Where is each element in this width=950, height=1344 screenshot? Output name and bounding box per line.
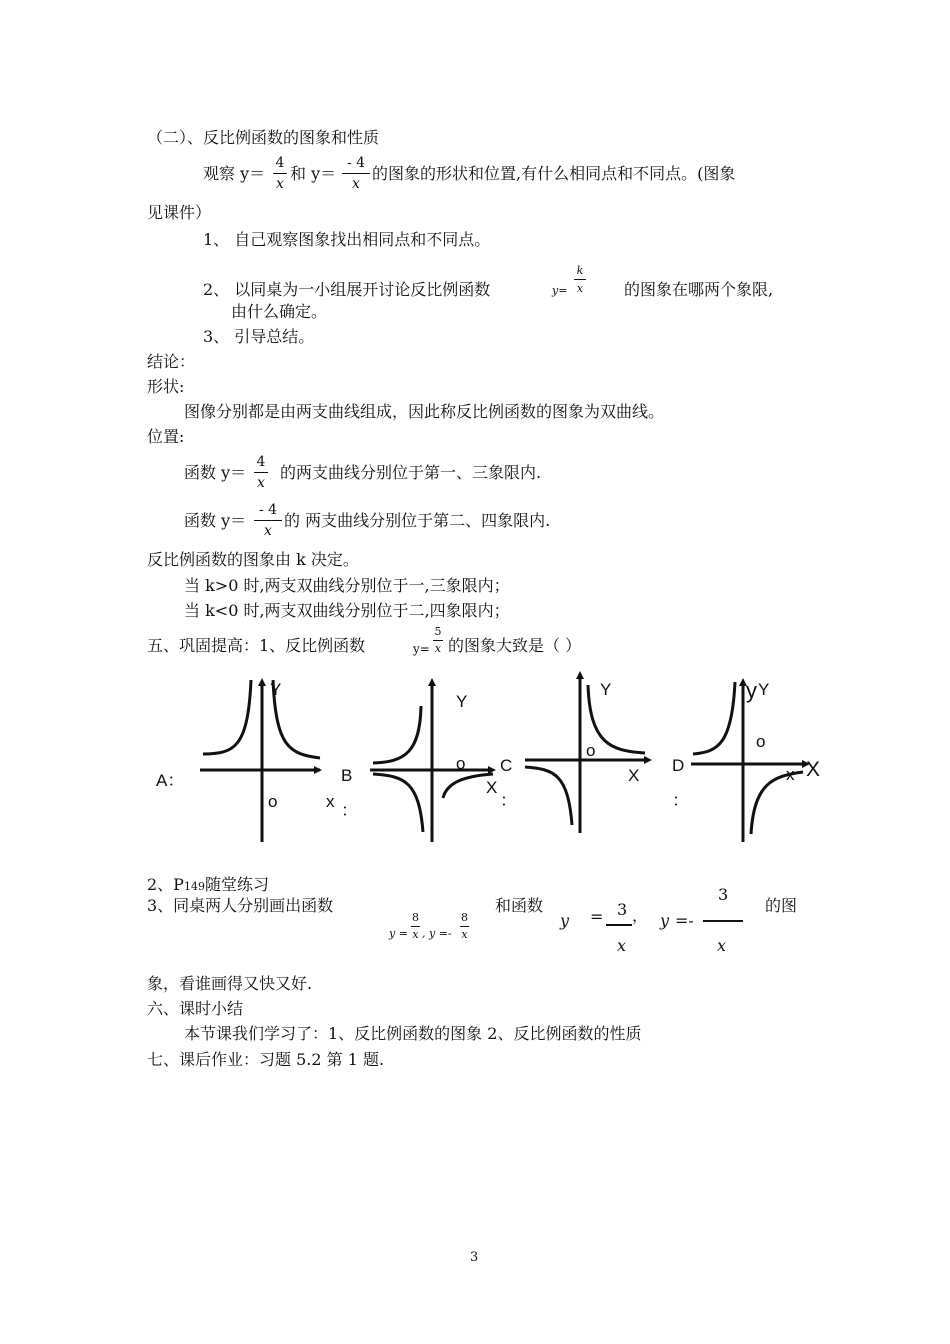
y-axis-arrow: [258, 678, 266, 686]
q3-three-2: 3: [718, 885, 729, 904]
frac-num: 8: [461, 911, 468, 924]
observe-text-b: 和 y＝: [290, 164, 337, 183]
section-6-text: 本节课我们学习了：1、反比例函数的图象 2、反比例函数的性质: [184, 1024, 642, 1043]
page-number: 3: [470, 1250, 479, 1265]
q2-prefix: 2、P: [147, 875, 184, 894]
q3-y2: y: [660, 911, 670, 930]
graph-c-y-label: Y: [600, 680, 612, 699]
fraction-8-over-x-2: [460, 912, 469, 941]
graph-a-y-label: Y: [270, 680, 282, 699]
graph-a-x-label: x: [326, 792, 335, 811]
graph-d-origin: o: [756, 732, 766, 751]
frac-bar: [411, 926, 420, 927]
frac-num: 8: [412, 911, 419, 924]
graph-b-colon: ：: [341, 801, 358, 820]
position-1-a: 函数 y＝: [184, 463, 247, 482]
graph-d-colon: ：: [672, 791, 689, 810]
graph-b-origin: o: [456, 754, 466, 773]
shape-title: 形状:: [147, 377, 185, 396]
q3-small-y1: y =: [389, 927, 408, 940]
section-6-title: 六、课时小结: [147, 999, 244, 1018]
k-determines: 反比例函数的图象由 k 决定。: [147, 550, 359, 569]
section-7-text: 七、课后作业：习题 5.2 第 1 题.: [147, 1050, 385, 1069]
frac-num: 5: [434, 625, 442, 638]
graph-b-x-label: X: [486, 778, 498, 797]
graph-b-y-label: Y: [456, 692, 468, 711]
graph-a-origin: o: [268, 792, 278, 811]
frac-den: x: [276, 176, 284, 192]
question-3-a: 3、同桌两人分别画出函数: [147, 896, 334, 915]
q2-page-sub: 149: [183, 880, 205, 893]
shape-text: 图像分别都是由两支曲线组成，因此称反比例函数的图象为双曲线。: [184, 402, 665, 421]
question-1-y: y=: [413, 642, 430, 656]
step-3: 3、 引导总结。: [203, 327, 315, 346]
q3-frac-bar-2: [703, 920, 743, 922]
graph-c-origin: o: [586, 741, 596, 760]
k-positive: 当 k>0 时,两支双曲线分别位于一,三象限内；: [184, 576, 510, 595]
y-axis-arrow: [428, 678, 436, 686]
observe-text-d: 见课件）: [147, 203, 212, 222]
graph-b-colon-2: ：: [500, 791, 517, 810]
fraction-k-over-x: [574, 264, 586, 295]
frac-den: x: [412, 928, 419, 941]
frac-num: - 4: [258, 502, 278, 518]
step-2-y: y=: [552, 284, 568, 297]
frac-bar: [254, 472, 268, 473]
frac-den: x: [434, 642, 442, 655]
q3-three: 3: [617, 900, 628, 919]
observe-text-c: 的图象的形状和位置,有什么相同点和不同点。(图象: [372, 164, 736, 183]
frac-bar: [433, 640, 443, 641]
frac-den: x: [264, 523, 272, 539]
section-heading: （二）、反比例函数的图象和性质: [147, 128, 380, 147]
branch-upper: [373, 706, 421, 763]
k-negative: 当 k<0 时,两支双曲线分别位于二,四象限内；: [184, 601, 510, 620]
fraction-neg4-over-x: [254, 502, 282, 539]
question-3-c: 的图: [765, 896, 798, 915]
frac-bar: [273, 173, 287, 174]
fraction-4-over-x: [273, 155, 287, 192]
position-title: 位置:: [147, 427, 185, 446]
graph-d-letter: D: [672, 756, 685, 775]
frac-num: - 4: [346, 155, 366, 171]
branch-lower-right: [751, 772, 803, 834]
frac-den: x: [461, 928, 468, 941]
position-2-a: 函数 y＝: [184, 511, 247, 530]
frac-den: x: [576, 282, 584, 295]
fraction-4-over-x: [254, 454, 268, 491]
q3-x-2: x: [717, 936, 727, 955]
position-2-b: 的 两支曲线分别位于第二、四象限内.: [284, 511, 551, 530]
graph-c-letter: C: [500, 756, 513, 775]
frac-den: x: [352, 176, 360, 192]
step2-y-var: y: [552, 284, 559, 297]
q3-y: y: [560, 911, 570, 930]
graph-d-y-label-2: Y: [758, 680, 770, 699]
q3-x: x: [617, 936, 627, 955]
x-axis-arrow: [644, 756, 652, 764]
frac-num: 4: [275, 155, 285, 171]
q3-small-mid: , y =-: [422, 927, 452, 940]
question-3-b: 和函数: [495, 896, 544, 915]
step-2-b: 的图象在哪两个象限,: [624, 280, 774, 299]
frac-bar: [342, 173, 370, 174]
frac-bar: [254, 520, 282, 521]
q3-eq2: =-: [675, 911, 694, 930]
step-1: 1、 自己观察图象找出相同点和不同点。: [203, 230, 491, 249]
branch-left-low: [373, 774, 423, 832]
q3-eq: =: [590, 907, 604, 926]
frac-bar: [460, 926, 469, 927]
y-axis-arrow: [576, 671, 584, 679]
fraction-8-over-x: [411, 912, 420, 941]
frac-num: 4: [256, 454, 266, 470]
question-1: 五、巩固提高：1、反比例函数: [147, 636, 366, 655]
branch-left: [203, 680, 251, 754]
question-2: [147, 875, 269, 897]
position-1-b: 的两支曲线分别位于第一、三象限内.: [280, 463, 542, 482]
frac-den: x: [257, 475, 265, 491]
graph-a-letter: A：: [156, 771, 185, 790]
branch-left: [525, 767, 572, 825]
graph-d-x-label-2: X: [806, 758, 821, 781]
step-2: 2、 以同桌为一小组展开讨论反比例函数: [203, 280, 491, 299]
graph-c-x-label: X: [628, 766, 640, 785]
graph-d-y-label: y: [746, 678, 757, 703]
question-1-b: 的图象大致是（ ）: [448, 636, 582, 655]
frac-num: k: [576, 264, 584, 277]
x-axis-arrow: [314, 766, 322, 774]
fraction-neg4-over-x: [342, 155, 370, 192]
graph-b-letter: B: [341, 766, 353, 785]
q3-comma: ，: [632, 906, 649, 925]
frac-bar: [574, 279, 586, 280]
graph-d-x-label: x: [786, 765, 795, 784]
branch-upper-left: [693, 682, 735, 754]
observe-text-a: 观察 y＝: [203, 164, 266, 183]
fraction-5-over-x: [433, 626, 443, 655]
conclusion-title: 结论：: [147, 352, 196, 371]
q3-frac-bar: [606, 924, 632, 926]
step-2-c: 由什么确定。: [231, 302, 328, 321]
question-3-d: 象，看谁画得又快又好.: [147, 974, 313, 993]
graph-b: [365, 672, 505, 847]
branch-right: [588, 685, 645, 753]
q2-suffix: 随堂练习: [204, 875, 269, 894]
